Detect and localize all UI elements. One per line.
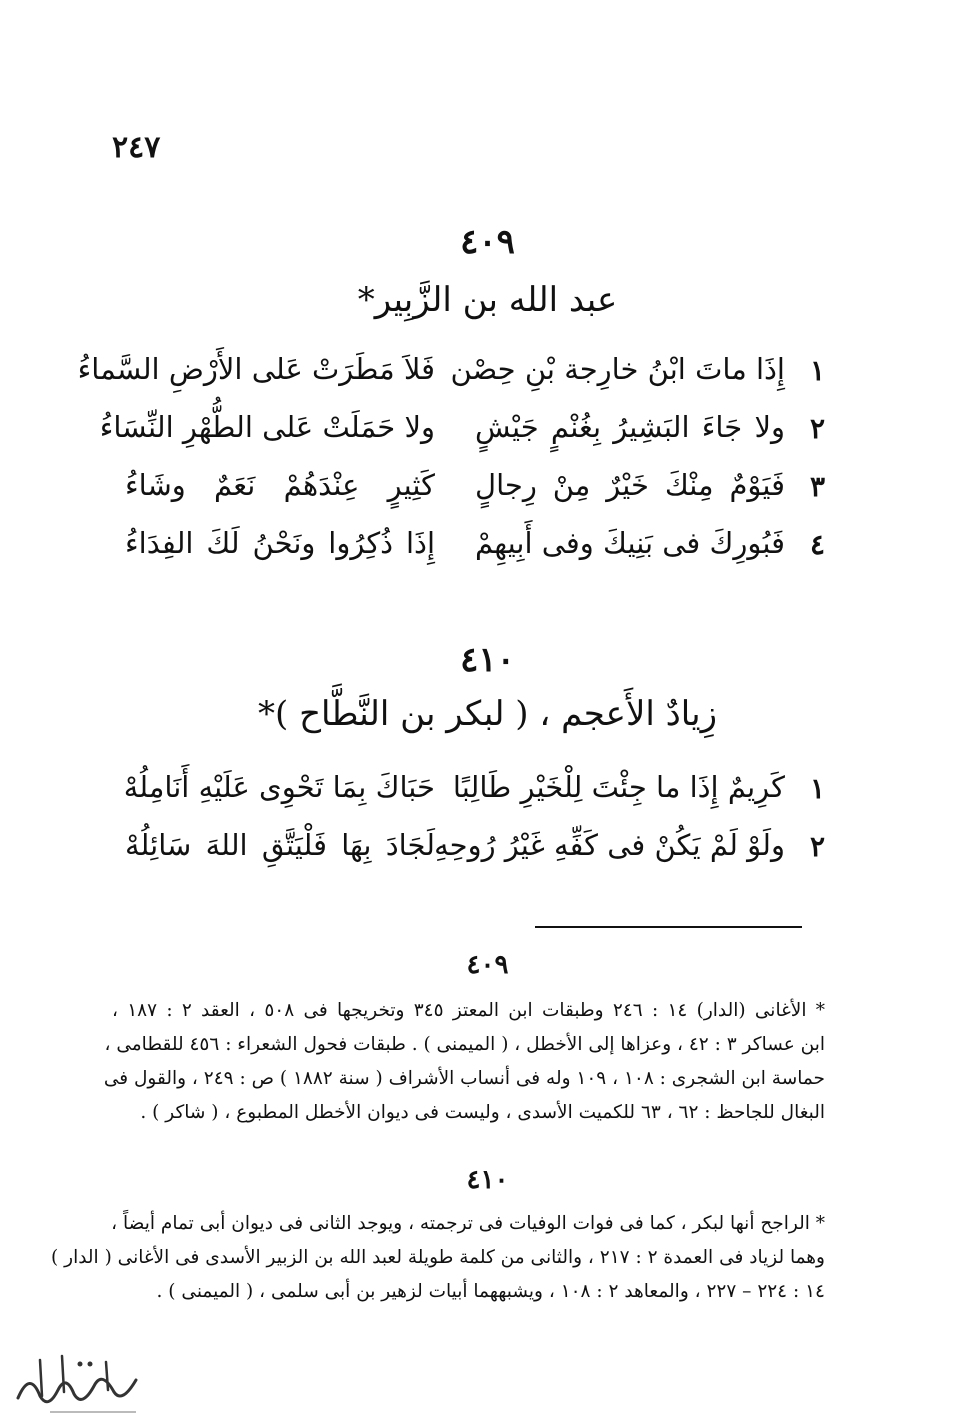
second-hemistich: إِذَا ذُكِرُوا ونَحْنُ لَكَ الفِدَاءُ	[125, 526, 435, 560]
first-hemistich: إِذَا ماتَ ابْنُ خارِجة بْنِ حِصْن	[450, 352, 785, 386]
footnote-block-410	[0, 1165, 975, 1309]
footnote-block-409	[0, 950, 975, 1130]
first-hemistich: فَبُورِكَ فى بَنِيكَ وفى أَبِيهِمْ	[474, 526, 785, 560]
section-title: زِيادٌ الأَعجم ، ( لبكر بن النَّطَّاح )*	[258, 694, 717, 734]
verse-number: ٤	[809, 528, 825, 561]
verse-number: ١	[809, 772, 825, 805]
verse-number: ٣	[809, 470, 825, 503]
footnote-number: ٤٠٩	[466, 950, 509, 980]
first-hemistich: كَرِيمٌ إِذَا ما جِئْتَ لِلْخَيْرِ طَالِبًا	[452, 770, 785, 804]
verse-line	[0, 346, 975, 404]
footnote-line: * الأغانى (الدار) ١٤ : ٢٤٦ وطبقات ابن المعتز ٣٤٥ وتخريجها فى ٥٠٨ ، العقد ٢ : ١٨٧ ،	[112, 1000, 825, 1021]
calligraphy-logo-icon	[10, 1340, 150, 1420]
second-hemistich: فَلاَ مَطَرَتْ عَلى الأَرْضِ السَّماءُ	[77, 352, 435, 386]
second-hemistich: حَبَاكَ بِمَا تَحْوِى عَلَيْهِ أَنَامِلُهْ	[123, 770, 435, 804]
footnote-line: ١٤ : ٢٢٤ – ٢٢٧ ، والمعاهد ٢ : ١٠٨ ، ويشبههما أبيات لزهير بن أبى سلمى ، ( الميمنى ) .	[156, 1281, 825, 1302]
section-number: ٤١٠	[460, 640, 515, 680]
footnote-line: حماسة ابن الشجرى : ١٠٨ ، ١٠٩ وله فى أنساب الأشراف ( سنة ١٨٨٢ ) ص : ٢٤٩ ، والقول فى	[103, 1068, 825, 1089]
footnote-line: البغال للجاحظ : ٦٢ ، ٦٣ للكميت الأسدى ، وليست فى ديوان الأخطل المطبوع ، ( شاكر ) .	[140, 1102, 825, 1123]
verse-number: ٢	[809, 412, 825, 445]
first-hemistich: ولَوْ لَمْ يَكُنْ فى كَفِّهِ غَيْرُ رُوحِهِ	[434, 828, 785, 862]
verse-line	[0, 764, 975, 822]
section-title: عبد الله بن الزَّبِير*	[357, 280, 618, 320]
first-hemistich: ولا جَاءَ البَشِيرُ بِغُنْمٍ جَيْشٍ	[475, 410, 785, 444]
verse-line	[0, 404, 975, 462]
footnote-line: وهما لزياد فى العمدة ٢ : ٢١٧ ، والثانى من كلمة طويلة لعبد الله بن الزبير الأسدى فى الأغانى ( الدار )	[51, 1247, 825, 1268]
page-number: ٢٤٧	[112, 130, 161, 165]
verse-line	[0, 822, 975, 880]
verse-line	[0, 520, 975, 578]
footnote-separator	[535, 926, 802, 928]
second-hemistich: لَجَادَ بِهَا فَلْيَتَّقِ اللهَ سَائِلُهْ	[125, 828, 435, 862]
footnote-number: ٤١٠	[466, 1165, 509, 1195]
verse-line	[0, 462, 975, 520]
footnote-line: * الراجح أنها لبكر ، كما فى فوات الوفيات فى ترجمته ، ويوجد الثانى فى ديوان أبى تمام أيضاً ،	[111, 1213, 825, 1234]
poem-section-410	[0, 640, 975, 880]
verse-number: ٢	[809, 830, 825, 863]
watermark-logo	[10, 1340, 150, 1420]
footnote-line: ابن عساكر ٣ : ٤٢ ، وعزاها إلى الأخطل ، ( الميمنى ) . طبقات فحول الشعراء : ٤٥٦ للقطامى ،	[104, 1034, 825, 1055]
verse-number: ١	[809, 354, 825, 387]
second-hemistich: ولا حَمَلَتْ عَلى الطُّهْرِ النِّسَاءُ	[99, 410, 435, 444]
poem-section-409	[0, 222, 975, 578]
section-number: ٤٠٩	[460, 222, 515, 262]
first-hemistich: فَيَوْمٌ مِنْكَ خَيْرٌ مِنْ رِجالٍ	[475, 468, 785, 502]
second-hemistich: كَثِيرٍ عِنْدَهُمْ نَعَمٌ وشَاءُ	[125, 468, 435, 502]
